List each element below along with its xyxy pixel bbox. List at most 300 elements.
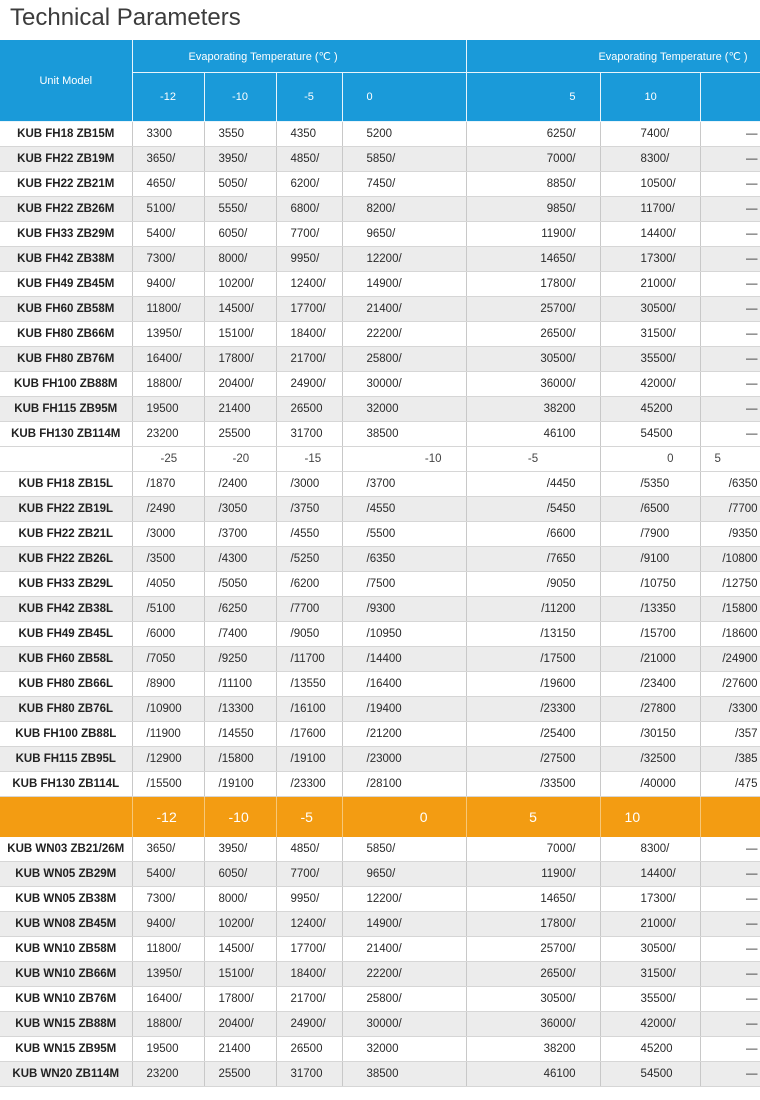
unit-model-cell: KUB WN20 ZB114M: [0, 1062, 132, 1087]
unit-model-cell: KUB FH80 ZB76L: [0, 697, 132, 722]
unit-model-cell: KUB WN15 ZB88M: [0, 1012, 132, 1037]
capacity-cell: 9650/: [342, 222, 466, 247]
capacity-cell: 3950/: [204, 147, 276, 172]
capacity-cell: 30500/: [466, 347, 600, 372]
capacity-cell: 19500: [132, 1037, 204, 1062]
unit-model-cell: KUB FH42 ZB38M: [0, 247, 132, 272]
capacity-cell: 14900/: [342, 912, 466, 937]
capacity-cell: /9050: [466, 572, 600, 597]
capacity-cell: 46100: [466, 1062, 600, 1087]
capacity-cell: 14900/: [342, 272, 466, 297]
table-row: [0, 522, 760, 547]
capacity-cell: /9050: [276, 622, 342, 647]
capacity-cell: /19100: [276, 747, 342, 772]
table-row: [0, 1062, 760, 1087]
capacity-cell: 7700/: [276, 222, 342, 247]
unit-model-cell: KUB FH49 ZB45L: [0, 622, 132, 647]
capacity-cell: 5400/: [132, 222, 204, 247]
capacity-cell: /11700: [276, 647, 342, 672]
unit-model-cell: KUB FH100 ZB88M: [0, 372, 132, 397]
capacity-cell: /23300: [466, 697, 600, 722]
capacity-cell: 38500: [342, 1062, 466, 1087]
capacity-cell: /7050: [132, 647, 204, 672]
capacity-cell: /9100: [600, 547, 700, 572]
capacity-cell: /16400: [342, 672, 466, 697]
capacity-cell: /6250: [204, 597, 276, 622]
capacity-cell: 7300/: [132, 247, 204, 272]
capacity-cell: /6350: [700, 472, 760, 497]
capacity-cell: /2490: [132, 497, 204, 522]
capacity-cell: 22200/: [342, 322, 466, 347]
capacity-cell: 5200: [342, 122, 466, 147]
table-row: [0, 147, 760, 172]
capacity-cell: —: [700, 837, 760, 862]
capacity-cell: /7700: [276, 597, 342, 622]
capacity-cell: —: [700, 862, 760, 887]
capacity-cell: 38200: [466, 397, 600, 422]
table-row: [0, 647, 760, 672]
capacity-cell: 45200: [600, 397, 700, 422]
capacity-cell: 18800/: [132, 372, 204, 397]
temp-header: -5: [276, 73, 342, 122]
unit-model-cell: KUB FH18 ZB15M: [0, 122, 132, 147]
low-temp-subheader-row: [0, 447, 760, 472]
capacity-cell: 54500: [600, 1062, 700, 1087]
capacity-cell: 26500/: [466, 322, 600, 347]
capacity-cell: 17800/: [204, 987, 276, 1012]
table-row: [0, 397, 760, 422]
capacity-cell: 17300/: [600, 247, 700, 272]
capacity-cell: 4850/: [276, 837, 342, 862]
technical-parameters-table: [0, 40, 760, 1087]
capacity-cell: 10500/: [600, 172, 700, 197]
capacity-cell: 31500/: [600, 322, 700, 347]
capacity-cell: 25500: [204, 422, 276, 447]
capacity-cell: 14400/: [600, 862, 700, 887]
capacity-cell: —: [700, 1062, 760, 1087]
evap-temp-header-left: Evaporating Temperature (℃ ): [132, 40, 466, 73]
table-row: [0, 247, 760, 272]
capacity-cell: 35500/: [600, 347, 700, 372]
table-row: [0, 322, 760, 347]
capacity-cell: /32500: [600, 747, 700, 772]
capacity-cell: /6500: [600, 497, 700, 522]
capacity-cell: /9250: [204, 647, 276, 672]
capacity-cell: /6600: [466, 522, 600, 547]
capacity-cell: /13300: [204, 697, 276, 722]
capacity-cell: 18400/: [276, 322, 342, 347]
unit-model-cell: KUB WN10 ZB58M: [0, 937, 132, 962]
capacity-cell: 12200/: [342, 247, 466, 272]
capacity-cell: /3000: [276, 472, 342, 497]
capacity-cell: /10900: [132, 697, 204, 722]
capacity-cell: 30000/: [342, 1012, 466, 1037]
unit-model-cell: KUB FH22 ZB26L: [0, 547, 132, 572]
capacity-cell: 18400/: [276, 962, 342, 987]
capacity-cell: 17700/: [276, 937, 342, 962]
table-body: [0, 122, 760, 1087]
capacity-cell: 5400/: [132, 862, 204, 887]
temperature-cell: 5: [466, 797, 600, 838]
table-row: [0, 347, 760, 372]
capacity-cell: 31500/: [600, 962, 700, 987]
capacity-cell: 4850/: [276, 147, 342, 172]
capacity-cell: 6050/: [204, 222, 276, 247]
capacity-cell: /15800: [700, 597, 760, 622]
capacity-cell: —: [700, 372, 760, 397]
unit-model-cell: KUB FH130 ZB114M: [0, 422, 132, 447]
temp-header: [700, 73, 760, 122]
capacity-cell: 22200/: [342, 962, 466, 987]
capacity-cell: 14500/: [204, 937, 276, 962]
capacity-cell: 35500/: [600, 987, 700, 1012]
capacity-cell: 21700/: [276, 347, 342, 372]
capacity-cell: 38200: [466, 1037, 600, 1062]
unit-model-cell: KUB FH60 ZB58M: [0, 297, 132, 322]
capacity-cell: /15800: [204, 747, 276, 772]
capacity-cell: /13150: [466, 622, 600, 647]
table-row: [0, 697, 760, 722]
table-row: [0, 297, 760, 322]
capacity-cell: 25700/: [466, 297, 600, 322]
capacity-cell: 23200: [132, 422, 204, 447]
table-row: [0, 772, 760, 797]
temperature-cell: 5: [700, 447, 760, 472]
capacity-cell: /9350: [700, 522, 760, 547]
capacity-cell: /11200: [466, 597, 600, 622]
unit-model-cell: KUB FH18 ZB15L: [0, 472, 132, 497]
capacity-cell: 17800/: [466, 272, 600, 297]
capacity-cell: /12900: [132, 747, 204, 772]
capacity-cell: 10200/: [204, 272, 276, 297]
capacity-cell: /10750: [600, 572, 700, 597]
capacity-cell: /2400: [204, 472, 276, 497]
table-row: [0, 472, 760, 497]
capacity-cell: /6350: [342, 547, 466, 572]
capacity-cell: 31700: [276, 1062, 342, 1087]
capacity-cell: 14650/: [466, 247, 600, 272]
capacity-cell: 21000/: [600, 272, 700, 297]
unit-model-cell: KUB FH100 ZB88L: [0, 722, 132, 747]
capacity-cell: /7650: [466, 547, 600, 572]
capacity-cell: /3500: [132, 547, 204, 572]
capacity-cell: /4550: [276, 522, 342, 547]
capacity-cell: 7700/: [276, 862, 342, 887]
unit-model-cell: KUB WN08 ZB45M: [0, 912, 132, 937]
capacity-cell: 19500: [132, 397, 204, 422]
capacity-cell: —: [700, 962, 760, 987]
capacity-cell: /14550: [204, 722, 276, 747]
capacity-cell: 21400/: [342, 297, 466, 322]
capacity-cell: 42000/: [600, 1012, 700, 1037]
capacity-cell: 31700: [276, 422, 342, 447]
capacity-cell: —: [700, 1037, 760, 1062]
capacity-cell: /3700: [342, 472, 466, 497]
capacity-cell: 25700/: [466, 937, 600, 962]
capacity-cell: 9400/: [132, 912, 204, 937]
capacity-cell: 24900/: [276, 1012, 342, 1037]
capacity-cell: 18800/: [132, 1012, 204, 1037]
capacity-cell: —: [700, 347, 760, 372]
capacity-cell: 4350: [276, 122, 342, 147]
unit-model-cell: KUB FH49 ZB45M: [0, 272, 132, 297]
capacity-cell: /15700: [600, 622, 700, 647]
table-row: [0, 272, 760, 297]
capacity-cell: /5450: [466, 497, 600, 522]
capacity-cell: 8850/: [466, 172, 600, 197]
unit-model-cell: KUB FH42 ZB38L: [0, 597, 132, 622]
capacity-cell: /6000: [132, 622, 204, 647]
unit-model-cell: KUB FH80 ZB66L: [0, 672, 132, 697]
table-row: [0, 122, 760, 147]
capacity-cell: /19600: [466, 672, 600, 697]
temperature-cell: -10: [204, 797, 276, 838]
capacity-cell: —: [700, 172, 760, 197]
capacity-cell: /3750: [276, 497, 342, 522]
capacity-cell: /19400: [342, 697, 466, 722]
capacity-cell: 12400/: [276, 912, 342, 937]
page-title: Technical Parameters: [10, 4, 241, 31]
capacity-cell: 3650/: [132, 147, 204, 172]
capacity-cell: 46100: [466, 422, 600, 447]
table-row: [0, 622, 760, 647]
capacity-cell: /17600: [276, 722, 342, 747]
unit-model-cell: KUB FH130 ZB114L: [0, 772, 132, 797]
temperature-cell: -5: [466, 447, 600, 472]
capacity-cell: 7000/: [466, 147, 600, 172]
table-row: [0, 197, 760, 222]
capacity-cell: 24900/: [276, 372, 342, 397]
capacity-cell: —: [700, 1012, 760, 1037]
table-row: [0, 222, 760, 247]
capacity-cell: 9650/: [342, 862, 466, 887]
capacity-cell: 13950/: [132, 962, 204, 987]
temperature-cell: 10: [600, 797, 700, 838]
capacity-cell: —: [700, 937, 760, 962]
table-row: [0, 862, 760, 887]
capacity-cell: 21400/: [342, 937, 466, 962]
capacity-cell: 11800/: [132, 297, 204, 322]
capacity-cell: 9950/: [276, 887, 342, 912]
capacity-cell: 11900/: [466, 862, 600, 887]
capacity-cell: 30500/: [600, 297, 700, 322]
capacity-cell: /9300: [342, 597, 466, 622]
unit-model-cell: KUB FH22 ZB19M: [0, 147, 132, 172]
capacity-cell: —: [700, 272, 760, 297]
capacity-cell: 26500: [276, 1037, 342, 1062]
capacity-cell: 16400/: [132, 987, 204, 1012]
capacity-cell: 9950/: [276, 247, 342, 272]
table-row: [0, 722, 760, 747]
unit-model-cell: KUB FH22 ZB21M: [0, 172, 132, 197]
temperature-cell: -10: [342, 447, 466, 472]
capacity-cell: 8000/: [204, 887, 276, 912]
capacity-cell: 30500/: [600, 937, 700, 962]
capacity-cell: 3650/: [132, 837, 204, 862]
capacity-cell: 6050/: [204, 862, 276, 887]
capacity-cell: —: [700, 197, 760, 222]
capacity-cell: /5250: [276, 547, 342, 572]
capacity-cell: /24900: [700, 647, 760, 672]
capacity-cell: —: [700, 222, 760, 247]
unit-model-cell: KUB WN05 ZB38M: [0, 887, 132, 912]
capacity-cell: 32000: [342, 397, 466, 422]
capacity-cell: 13950/: [132, 322, 204, 347]
table-row: [0, 372, 760, 397]
capacity-cell: 8000/: [204, 247, 276, 272]
capacity-cell: 7400/: [600, 122, 700, 147]
capacity-cell: 4650/: [132, 172, 204, 197]
capacity-cell: /40000: [600, 772, 700, 797]
capacity-cell: /27500: [466, 747, 600, 772]
capacity-cell: /4550: [342, 497, 466, 522]
capacity-cell: 32000: [342, 1037, 466, 1062]
evap-temp-header-right: Evaporating Temperature (℃ ): [466, 40, 760, 73]
capacity-cell: /30150: [600, 722, 700, 747]
capacity-cell: —: [700, 912, 760, 937]
capacity-cell: 30000/: [342, 372, 466, 397]
capacity-cell: 17800/: [204, 347, 276, 372]
capacity-cell: 21400: [204, 397, 276, 422]
capacity-cell: 54500: [600, 422, 700, 447]
capacity-cell: —: [700, 987, 760, 1012]
capacity-cell: /11900: [132, 722, 204, 747]
capacity-cell: /3300: [700, 697, 760, 722]
capacity-cell: 36000/: [466, 372, 600, 397]
table-row: [0, 987, 760, 1012]
unit-model-cell: KUB FH22 ZB19L: [0, 497, 132, 522]
temperature-cell: -5: [276, 797, 342, 838]
temp-header: -10: [204, 73, 276, 122]
table-row: [0, 597, 760, 622]
table-row: [0, 837, 760, 862]
capacity-cell: —: [700, 147, 760, 172]
capacity-cell: 5850/: [342, 147, 466, 172]
wn-temp-subheader-row: [0, 797, 760, 838]
capacity-cell: /385: [700, 747, 760, 772]
table-row: [0, 937, 760, 962]
capacity-cell: 14500/: [204, 297, 276, 322]
capacity-cell: /27800: [600, 697, 700, 722]
temperature-cell: -12: [132, 797, 204, 838]
capacity-cell: 9400/: [132, 272, 204, 297]
table-row: [0, 672, 760, 697]
capacity-cell: /12750: [700, 572, 760, 597]
capacity-cell: 5550/: [204, 197, 276, 222]
capacity-cell: 3550: [204, 122, 276, 147]
capacity-cell: 7300/: [132, 887, 204, 912]
capacity-cell: 17300/: [600, 887, 700, 912]
capacity-cell: 6200/: [276, 172, 342, 197]
capacity-cell: /6200: [276, 572, 342, 597]
capacity-cell: /25400: [466, 722, 600, 747]
table-row: [0, 887, 760, 912]
capacity-cell: 45200: [600, 1037, 700, 1062]
capacity-cell: 21000/: [600, 912, 700, 937]
capacity-cell: 6250/: [466, 122, 600, 147]
temperature-cell: -15: [276, 447, 342, 472]
capacity-cell: 20400/: [204, 372, 276, 397]
capacity-cell: —: [700, 887, 760, 912]
table-row: [0, 1037, 760, 1062]
capacity-cell: 23200: [132, 1062, 204, 1087]
capacity-cell: /23000: [342, 747, 466, 772]
capacity-cell: 8300/: [600, 837, 700, 862]
capacity-cell: 8200/: [342, 197, 466, 222]
capacity-cell: /13550: [276, 672, 342, 697]
capacity-cell: 26500/: [466, 962, 600, 987]
capacity-cell: 12200/: [342, 887, 466, 912]
capacity-cell: 17700/: [276, 297, 342, 322]
capacity-cell: 10200/: [204, 912, 276, 937]
unit-model-cell: KUB WN10 ZB76M: [0, 987, 132, 1012]
capacity-cell: 5050/: [204, 172, 276, 197]
capacity-cell: 25800/: [342, 347, 466, 372]
capacity-cell: 7000/: [466, 837, 600, 862]
unit-model-cell: KUB WN03 ZB21/26M: [0, 837, 132, 862]
capacity-cell: /10800: [700, 547, 760, 572]
capacity-cell: —: [700, 297, 760, 322]
capacity-cell: 7450/: [342, 172, 466, 197]
capacity-cell: 15100/: [204, 962, 276, 987]
unit-model-cell: KUB FH80 ZB76M: [0, 347, 132, 372]
capacity-cell: /5100: [132, 597, 204, 622]
unit-model-cell: KUB FH33 ZB29L: [0, 572, 132, 597]
capacity-cell: 26500: [276, 397, 342, 422]
capacity-cell: —: [700, 422, 760, 447]
capacity-cell: /4450: [466, 472, 600, 497]
capacity-cell: /5350: [600, 472, 700, 497]
capacity-cell: 11800/: [132, 937, 204, 962]
capacity-cell: 6800/: [276, 197, 342, 222]
capacity-cell: /5050: [204, 572, 276, 597]
unit-model-cell: KUB FH60 ZB58L: [0, 647, 132, 672]
capacity-cell: /4300: [204, 547, 276, 572]
temperature-cell: [700, 797, 760, 838]
table-row: [0, 747, 760, 772]
capacity-cell: /23400: [600, 672, 700, 697]
unit-model-cell: KUB FH80 ZB66M: [0, 322, 132, 347]
capacity-cell: —: [700, 397, 760, 422]
capacity-cell: 21400: [204, 1037, 276, 1062]
capacity-cell: /11100: [204, 672, 276, 697]
unit-model-cell: KUB FH115 ZB95M: [0, 397, 132, 422]
table-row: [0, 912, 760, 937]
capacity-cell: /18600: [700, 622, 760, 647]
temp-header: -12: [132, 73, 204, 122]
capacity-cell: 5100/: [132, 197, 204, 222]
capacity-cell: 11900/: [466, 222, 600, 247]
table-row: [0, 547, 760, 572]
capacity-cell: 12400/: [276, 272, 342, 297]
table-row: [0, 497, 760, 522]
temperature-cell: -25: [132, 447, 204, 472]
capacity-cell: /7900: [600, 522, 700, 547]
temperature-cell: 0: [600, 447, 700, 472]
capacity-cell: 11700/: [600, 197, 700, 222]
capacity-cell: /13350: [600, 597, 700, 622]
table-row: [0, 1012, 760, 1037]
unit-model-cell: KUB FH22 ZB26M: [0, 197, 132, 222]
unit-model-header: Unit Model: [0, 40, 132, 122]
capacity-cell: /7400: [204, 622, 276, 647]
table-row: [0, 572, 760, 597]
capacity-cell: 14650/: [466, 887, 600, 912]
capacity-cell: /3000: [132, 522, 204, 547]
temp-header: 0: [342, 73, 466, 122]
unit-model-cell: KUB FH115 ZB95L: [0, 747, 132, 772]
capacity-cell: 8300/: [600, 147, 700, 172]
